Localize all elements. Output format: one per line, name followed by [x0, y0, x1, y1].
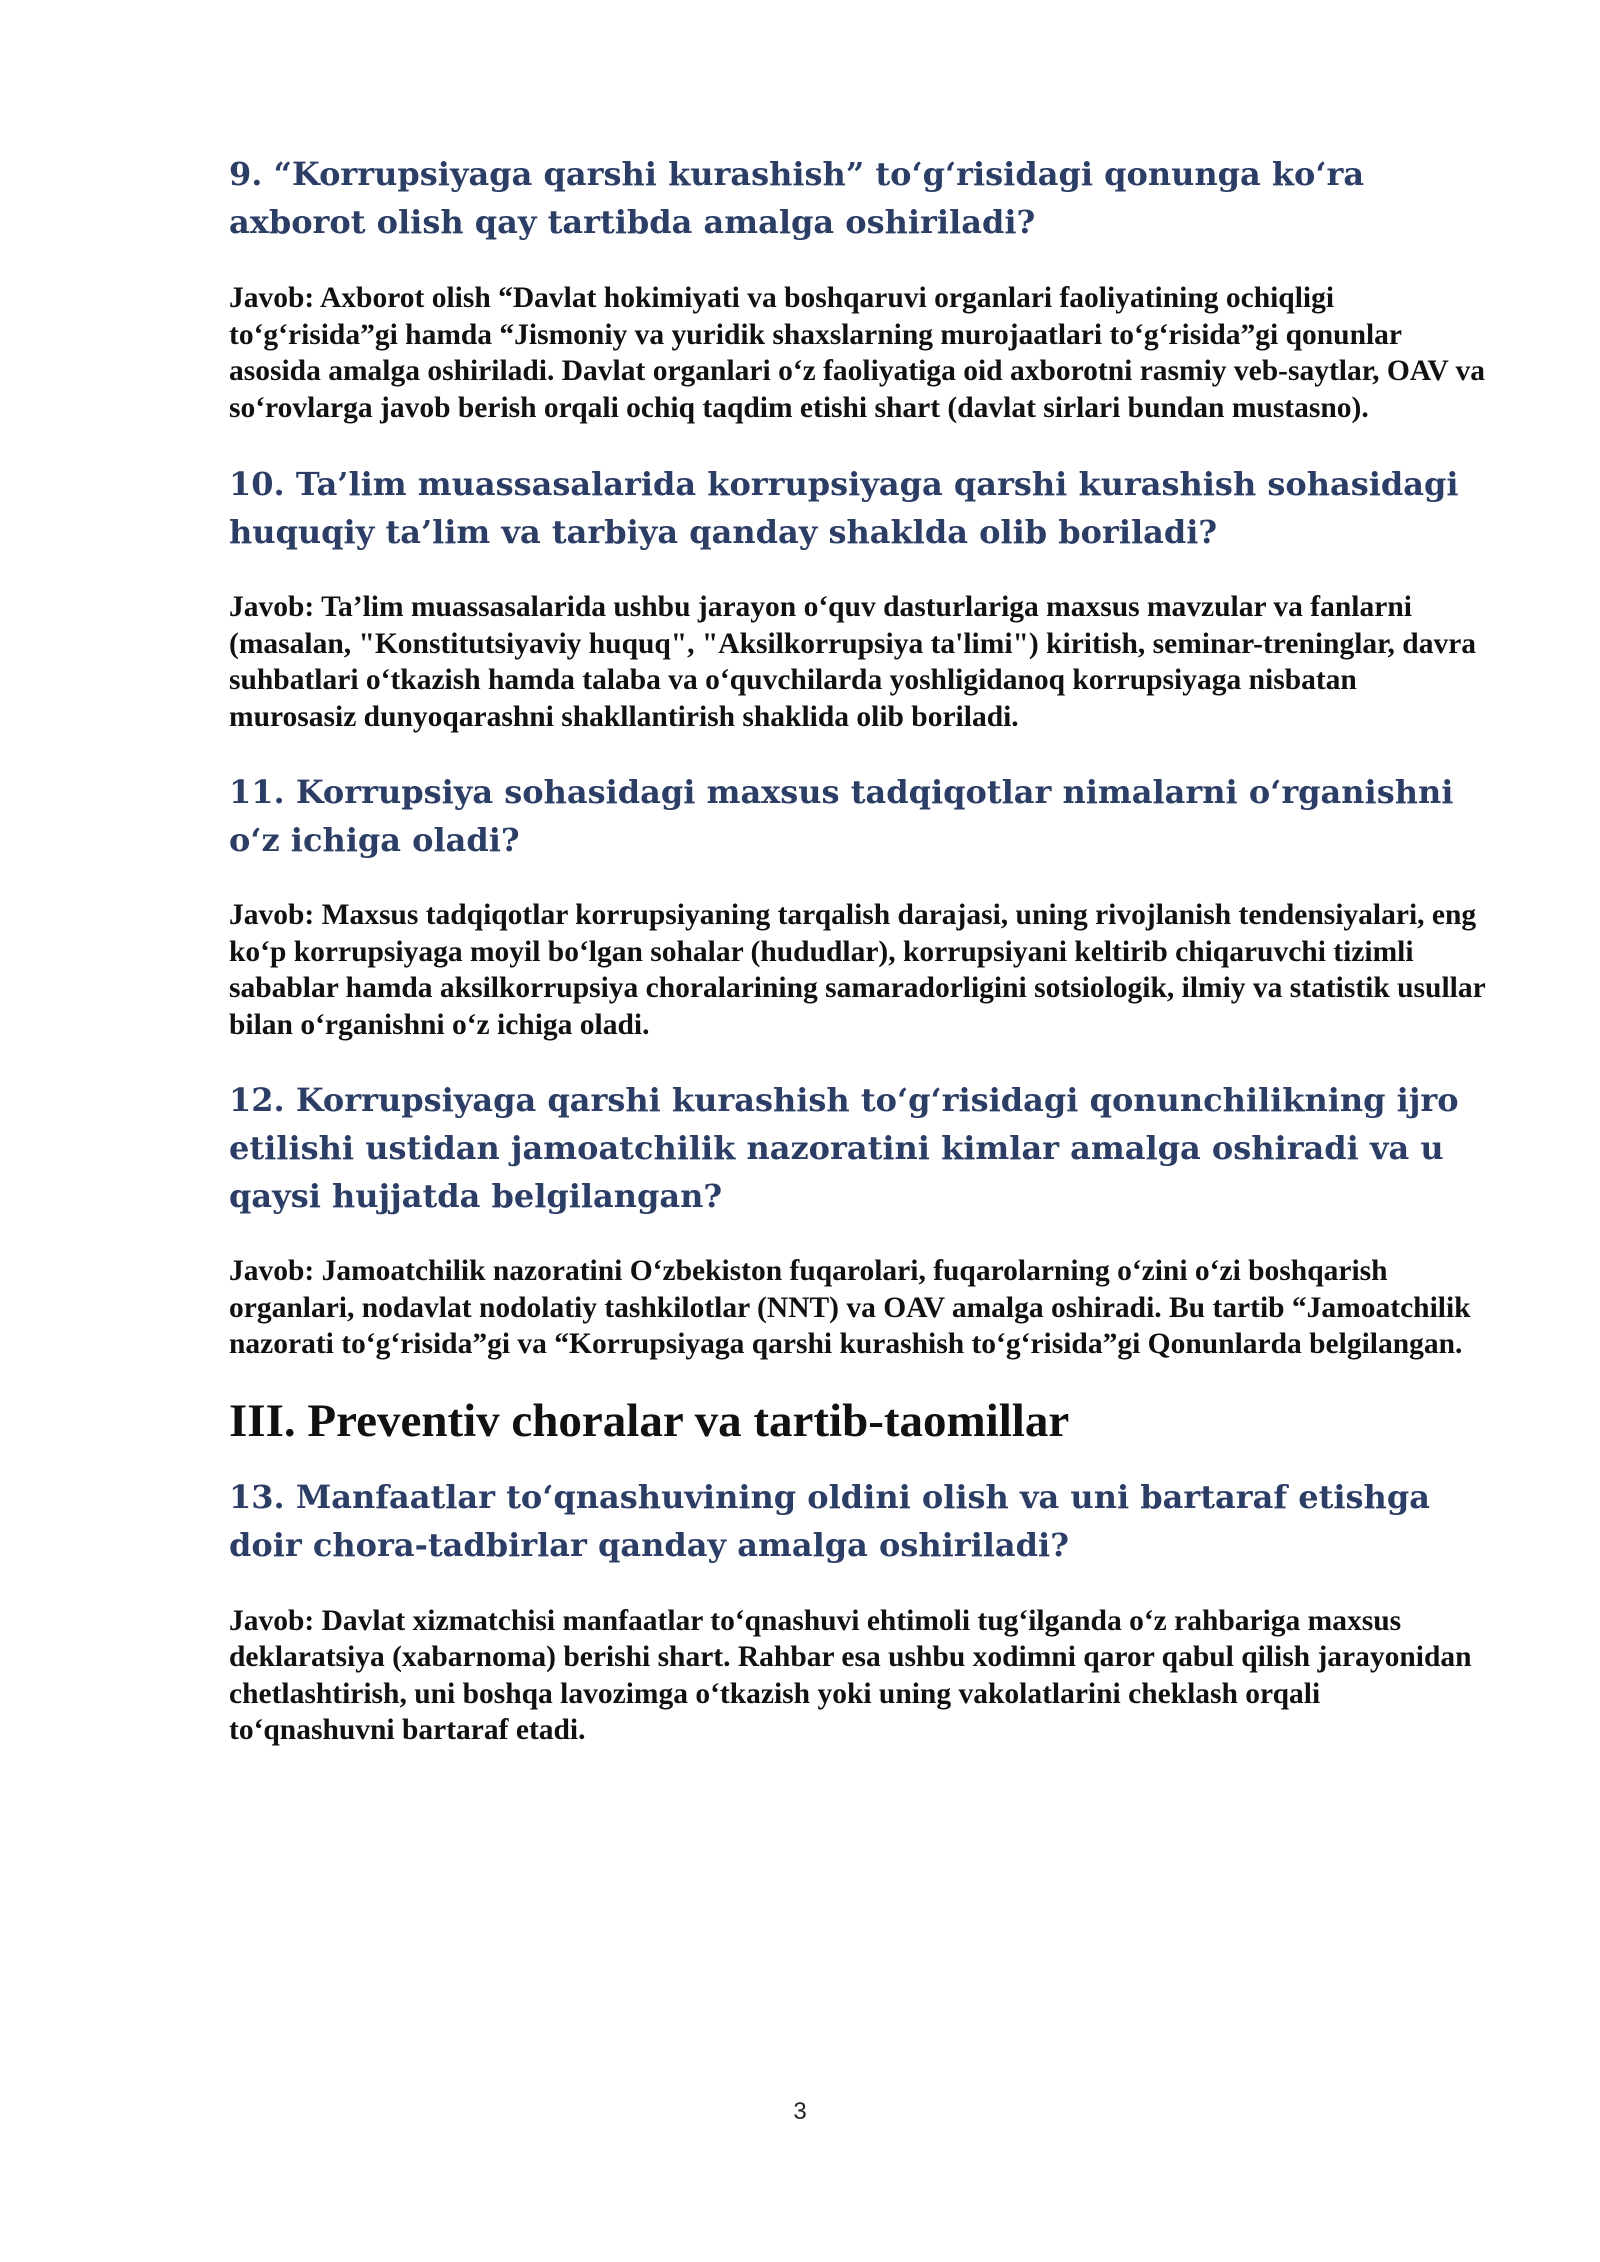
question-13: 13. Manfaatlar to‘qnashuvining oldini olish va uni bartaraf etishga doir chora-tadbirlar qanday amalga oshiriladi? — [229, 1477, 1430, 1564]
section-heading: III. Preventiv choralar va tartib-taomillar — [229, 1394, 1070, 1447]
page-number: 3 — [793, 2098, 807, 2125]
question-9: 9. “Korrupsiyaga qarshi kurashish” to‘g‘risidagi qonunga ko‘ra axborot olish qay tartibda amalga oshiriladi? — [229, 155, 1365, 241]
question-10: 10. Ta’lim muassasalarida korrupsiyaga qarshi kurashish sohasidagi huquqiy ta’lim va tarbiya qanday shaklda olib boriladi? — [229, 465, 1459, 551]
answer-12: Javob: Jamoatchilik nazoratini O‘zbekiston fuqarolari, fuqarolarning o‘zini o‘zi boshqarish organlari, nodavlat nodolatiy tashkilotlar (NNT) va OAV amalga oshiradi. Bu tartib “Jamoatchilik nazorati to‘g‘risida”gi va “Korrupsiyaga qarshi kurashish to‘g‘risida”gi Qonunlarda belgilangan. — [229, 1255, 1471, 1360]
answer-13: Javob: Davlat xizmatchisi manfaatlar to‘qnashuvi ehtimoli tug‘ilganda o‘z rahbariga maxsus deklaratsiya (xabarnoma) berishi shart. Rahbar esa ushbu xodimni qaror qabul qilish jarayonidan chetlashtirish, uni boshqa lavozimga o‘tkazish yoki uning vakolatlarini cheklash orqali to‘qnashuvni bartaraf etadi. — [229, 1604, 1472, 1746]
question-12: 12. Korrupsiyaga qarshi kurashish to‘g‘risidagi qonunchilikning ijro etilishi ustidan jamoatchilik nazoratini kimlar amalga oshiradi va u qaysi hujjatda belgilangan? — [229, 1081, 1459, 1215]
question-11: 11. Korrupsiya sohasidagi maxsus tadqiqotlar nimalarni o‘rganishni o‘z ichiga oladi? — [229, 773, 1454, 859]
answer-11: Javob: Maxsus tadqiqotlar korrupsiyaning tarqalish darajasi, uning rivojlanish tendensiyalari, eng ko‘p korrupsiyaga moyil bo‘lgan sohalar (hududlar), korrupsiyani keltirib chiqaruvchi tizimli sabablar hamda aksilkorrupsiya choralarining samaradorligini sotsiologik, ilmiy va statistik usullar bilan o‘rganishni o‘z ichiga oladi. — [229, 899, 1486, 1041]
page-content — [229, 150, 1489, 1749]
answer-10: Javob: Ta’lim muassasalarida ushbu jarayon o‘quv dasturlariga maxsus mavzular va fanlarni (masalan, "Konstitutsiyaviy huquq", "Aksilkorrupsiya ta'limi") kiritish, seminar-treninglar, davra suhbatlari o‘tkazish hamda talaba va o‘quvchilarda yoshligidanoq korrupsiyaga nisbatan murosasiz dunyoqarashni shakllantirish shaklida olib boriladi. — [229, 591, 1477, 733]
answer-9: Javob: Axborot olish “Davlat hokimiyati va boshqaruvi organlari faoliyatining ochiqligi to‘g‘risida”gi hamda “Jismoniy va yuridik shaxslarning murojaatlari to‘g‘risida”gi qonunlar asosida amalga oshiriladi. Davlat organlari o‘z faoliyatiga oid axborotni rasmiy veb-saytlar, OAV va so‘rovlarga javob berish orqali ochiq taqdim etishi shart (davlat sirlari bundan mustasno). — [229, 282, 1485, 424]
